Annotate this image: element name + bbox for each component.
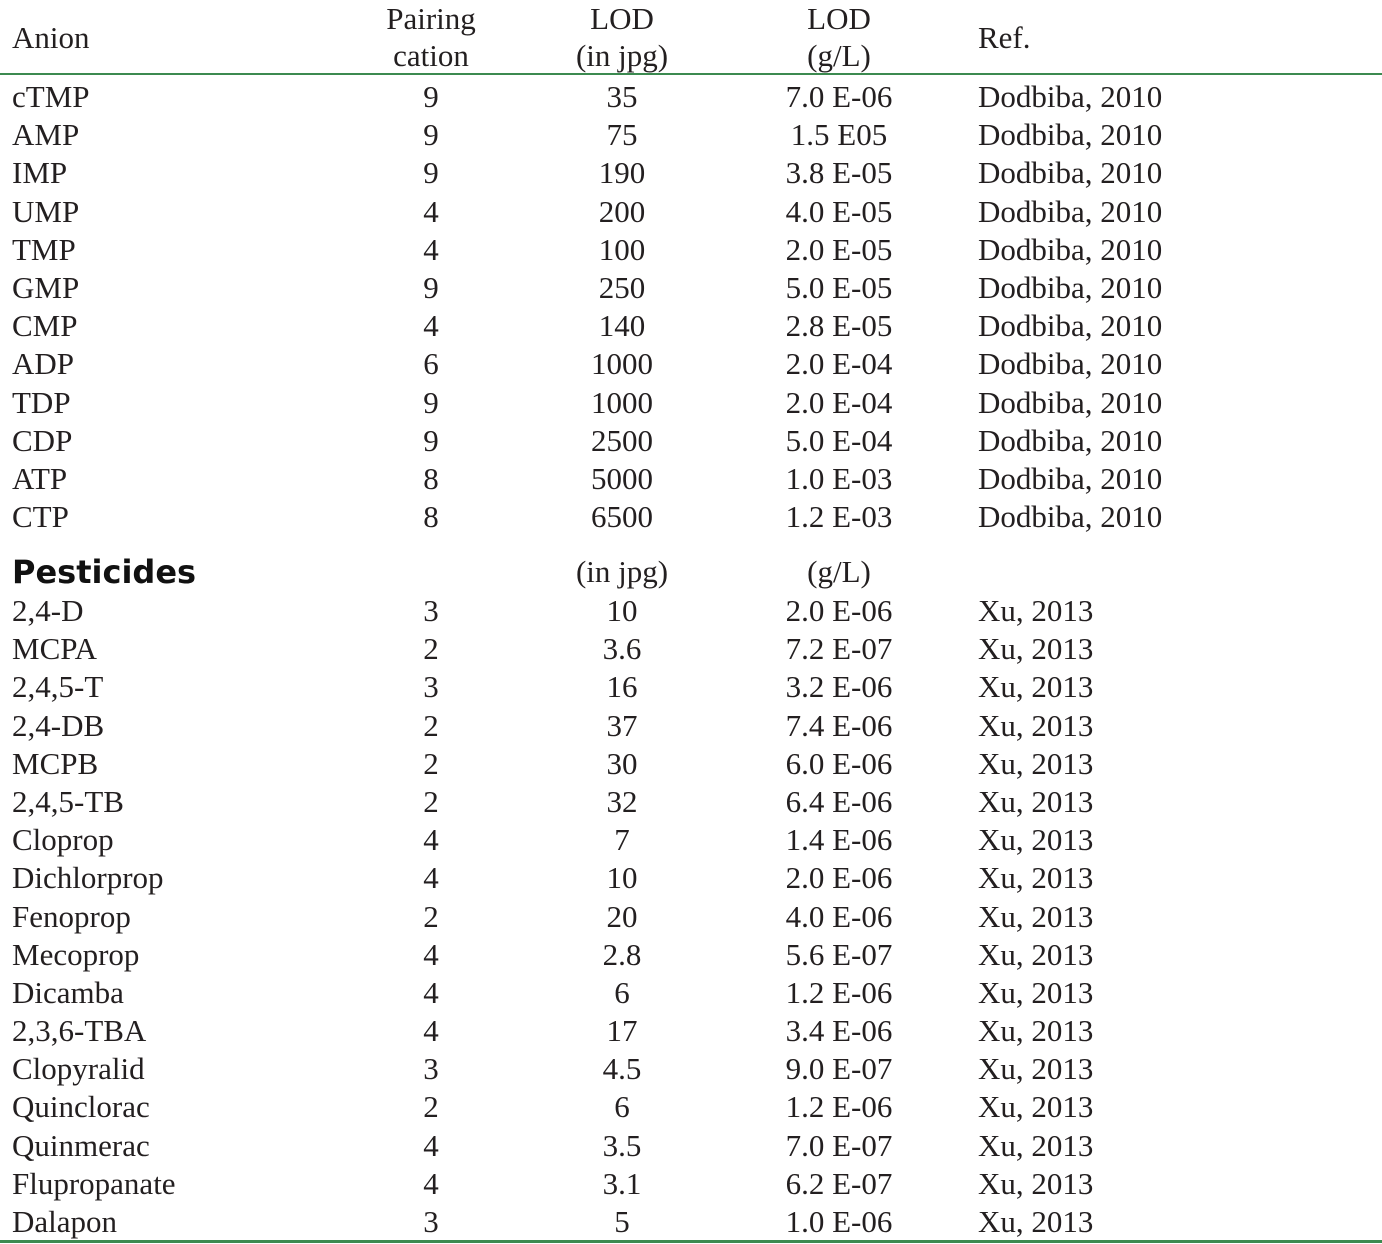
cell-lod-jpg: 4.5 <box>602 1051 642 1087</box>
cell-lod-jpg: 190 <box>598 155 646 191</box>
cell-ref: Xu, 2013 <box>978 593 1094 628</box>
header-pairing-cation <box>381 0 481 74</box>
cell-lod-jpg: 37 <box>606 707 638 743</box>
cell-ref: Xu, 2013 <box>978 707 1094 743</box>
section-unit-gl: (g/L) <box>807 554 871 589</box>
cell-lod-gl: 1.2 E-06 <box>785 1089 893 1125</box>
section-title: Pesticides <box>12 553 197 591</box>
cell-lod-gl: 3.8 E-05 <box>785 155 893 191</box>
cell-lod-gl: 6.0 E-06 <box>785 745 893 781</box>
cell-lod-gl: 2.0 E-04 <box>785 346 893 382</box>
cell-lod-jpg: 10 <box>606 593 638 628</box>
table-row <box>0 154 1382 192</box>
header-anion <box>12 0 90 74</box>
cell-pairing-cation: 2 <box>423 707 439 743</box>
cell-ref: Xu, 2013 <box>978 936 1094 972</box>
cell-ref: Xu, 2013 <box>978 860 1094 896</box>
cell-anion: Mecoprop <box>12 936 140 972</box>
cell-lod-jpg: 20 <box>606 898 638 934</box>
table-row <box>0 193 1382 231</box>
table-row <box>0 1127 1382 1165</box>
cell-pairing-cation: 9 <box>423 422 439 458</box>
cell-pairing-cation: 3 <box>423 593 439 628</box>
cell-lod-jpg: 250 <box>598 269 646 305</box>
table-row <box>0 592 1382 630</box>
cell-pairing-cation: 6 <box>423 346 439 382</box>
cell-lod-gl: 1.5 E05 <box>790 117 888 153</box>
cell-lod-jpg: 10 <box>606 860 638 896</box>
cell-anion: Clopyralid <box>12 1051 145 1087</box>
table-header <box>0 0 1382 74</box>
cell-anion: 2,4-DB <box>12 707 105 743</box>
cell-lod-gl: 4.0 E-05 <box>785 193 893 229</box>
cell-pairing-cation: 4 <box>423 936 439 972</box>
cell-lod-gl: 1.4 E-06 <box>785 822 893 858</box>
header-lod-jpg-line1: LOD <box>590 1 654 36</box>
header-lod-jpg-line2: (in jpg) <box>575 38 669 73</box>
cell-lod-gl: 1.0 E-03 <box>785 460 893 496</box>
cell-anion: Flupropanate <box>12 1165 176 1201</box>
cell-lod-jpg: 1000 <box>591 346 653 382</box>
cell-pairing-cation: 4 <box>423 1013 439 1049</box>
cell-anion: TMP <box>12 231 76 267</box>
cell-ref: Dodbiba, 2010 <box>978 308 1163 344</box>
footer-rule <box>0 1240 1382 1243</box>
cell-anion: ADP <box>12 346 75 382</box>
cell-lod-gl: 1.2 E-06 <box>785 974 893 1010</box>
table-row <box>0 384 1382 422</box>
cell-ref: Dodbiba, 2010 <box>978 460 1163 496</box>
cell-anion: CTP <box>12 499 69 535</box>
cell-lod-jpg: 5000 <box>591 460 653 496</box>
cell-anion: Dicamba <box>12 974 124 1010</box>
cell-lod-gl: 7.0 E-06 <box>785 79 893 114</box>
header-ref-label: Ref. <box>978 19 1031 55</box>
cell-lod-jpg: 3.6 <box>602 631 642 667</box>
cell-anion: ATP <box>12 460 68 496</box>
cell-lod-jpg: 17 <box>606 1013 638 1049</box>
cell-pairing-cation: 2 <box>423 631 439 667</box>
cell-ref: Xu, 2013 <box>978 1165 1094 1201</box>
cell-anion: Cloprop <box>12 822 114 858</box>
table-row <box>0 116 1382 154</box>
header-pairing-line1: Pairing <box>386 1 476 36</box>
cell-lod-gl: 6.4 E-06 <box>785 783 893 819</box>
cell-lod-jpg: 16 <box>606 669 638 705</box>
cell-lod-gl: 2.8 E-05 <box>785 308 893 344</box>
table-row <box>0 1203 1382 1241</box>
cell-pairing-cation: 9 <box>423 117 439 153</box>
table-row <box>0 78 1382 116</box>
cell-ref: Xu, 2013 <box>978 745 1094 781</box>
cell-pairing-cation: 9 <box>423 155 439 191</box>
cell-pairing-cation: 4 <box>423 860 439 896</box>
cell-lod-jpg: 2.8 <box>602 936 642 972</box>
cell-ref: Xu, 2013 <box>978 783 1094 819</box>
cell-anion: 2,4,5-T <box>12 669 104 705</box>
table-row <box>0 1050 1382 1088</box>
cell-pairing-cation: 4 <box>423 231 439 267</box>
cell-anion: MCPA <box>12 631 98 667</box>
cell-pairing-cation: 4 <box>423 308 439 344</box>
cell-lod-jpg: 6 <box>614 974 630 1010</box>
cell-lod-gl: 7.0 E-07 <box>785 1127 893 1163</box>
cell-ref: Xu, 2013 <box>978 1127 1094 1163</box>
cell-anion: Quinclorac <box>12 1089 150 1125</box>
cell-lod-jpg: 32 <box>606 783 638 819</box>
table-row <box>0 630 1382 668</box>
cell-ref: Dodbiba, 2010 <box>978 155 1163 191</box>
cell-pairing-cation: 3 <box>423 1051 439 1087</box>
cell-pairing-cation: 4 <box>423 193 439 229</box>
cell-lod-gl: 5.0 E-04 <box>785 422 893 458</box>
cell-lod-gl: 2.0 E-06 <box>785 860 893 896</box>
table-row <box>0 498 1382 536</box>
table-row <box>0 1012 1382 1050</box>
cell-ref: Xu, 2013 <box>978 1013 1094 1049</box>
header-anion-label: Anion <box>12 19 90 55</box>
table-row <box>0 974 1382 1012</box>
table-row <box>0 422 1382 460</box>
cell-ref: Dodbiba, 2010 <box>978 422 1163 458</box>
cell-lod-gl: 2.0 E-05 <box>785 231 893 267</box>
cell-lod-jpg: 30 <box>606 745 638 781</box>
cell-lod-jpg: 7 <box>614 822 630 858</box>
cell-anion: GMP <box>12 269 80 305</box>
cell-anion: CMP <box>12 308 78 344</box>
cell-lod-gl: 7.4 E-06 <box>785 707 893 743</box>
cell-anion: Quinmerac <box>12 1127 150 1163</box>
cell-ref: Dodbiba, 2010 <box>978 193 1163 229</box>
header-lod-gl <box>759 0 919 74</box>
table-row <box>0 231 1382 269</box>
table-row <box>0 745 1382 783</box>
cell-lod-jpg: 100 <box>598 231 646 267</box>
cell-lod-gl: 3.2 E-06 <box>785 669 893 705</box>
header-lod-jpg <box>562 0 682 74</box>
table-row <box>0 345 1382 383</box>
cell-anion: 2,4,5-TB <box>12 783 124 819</box>
cell-anion: cTMP <box>12 79 90 114</box>
cell-lod-gl: 4.0 E-06 <box>785 898 893 934</box>
cell-ref: Xu, 2013 <box>978 1051 1094 1087</box>
cell-pairing-cation: 8 <box>423 499 439 535</box>
cell-lod-jpg: 200 <box>598 193 646 229</box>
cell-ref: Dodbiba, 2010 <box>978 79 1163 114</box>
header-rule <box>0 73 1382 75</box>
header-lod-gl-line1: LOD <box>807 1 871 36</box>
cell-pairing-cation: 2 <box>423 1089 439 1125</box>
cell-lod-jpg: 140 <box>598 308 646 344</box>
cell-lod-jpg: 3.1 <box>602 1165 642 1201</box>
cell-anion: Dichlorprop <box>12 860 164 896</box>
cell-ref: Xu, 2013 <box>978 898 1094 934</box>
cell-ref: Xu, 2013 <box>978 631 1094 667</box>
cell-ref: Xu, 2013 <box>978 669 1094 705</box>
cell-lod-gl: 3.4 E-06 <box>785 1013 893 1049</box>
cell-lod-gl: 5.6 E-07 <box>785 936 893 972</box>
cell-ref: Xu, 2013 <box>978 1204 1094 1239</box>
cell-pairing-cation: 9 <box>423 384 439 420</box>
cell-pairing-cation: 2 <box>423 898 439 934</box>
cell-ref: Dodbiba, 2010 <box>978 117 1163 153</box>
table-row <box>0 821 1382 859</box>
cell-pairing-cation: 4 <box>423 1165 439 1201</box>
table-row <box>0 707 1382 745</box>
header-lod-gl-line2: (g/L) <box>807 38 871 73</box>
cell-anion: AMP <box>12 117 80 153</box>
table-row <box>0 783 1382 821</box>
cell-lod-jpg: 1000 <box>591 384 653 420</box>
cell-pairing-cation: 4 <box>423 974 439 1010</box>
cell-pairing-cation: 9 <box>423 269 439 305</box>
cell-anion: Fenoprop <box>12 898 131 934</box>
cell-lod-jpg: 3.5 <box>602 1127 642 1163</box>
cell-lod-jpg: 75 <box>606 117 638 153</box>
cell-anion: 2,4-D <box>12 593 84 628</box>
pesticide-rows <box>0 592 1382 1241</box>
cell-pairing-cation: 2 <box>423 783 439 819</box>
cell-lod-gl: 1.0 E-06 <box>785 1204 893 1239</box>
table-row <box>0 1165 1382 1203</box>
pesticides-section-header <box>0 552 1382 592</box>
cell-ref: Dodbiba, 2010 <box>978 346 1163 382</box>
cell-pairing-cation: 3 <box>423 669 439 705</box>
table-row <box>0 1088 1382 1126</box>
cell-pairing-cation: 4 <box>423 1127 439 1163</box>
header-ref <box>978 0 1031 74</box>
cell-lod-gl: 1.2 E-03 <box>785 499 893 535</box>
cell-anion: MCPB <box>12 745 99 781</box>
cell-ref: Xu, 2013 <box>978 1089 1094 1125</box>
cell-pairing-cation: 2 <box>423 745 439 781</box>
cell-lod-gl: 2.0 E-06 <box>785 593 893 628</box>
cell-ref: Xu, 2013 <box>978 822 1094 858</box>
cell-lod-jpg: 2500 <box>591 422 653 458</box>
cell-ref: Dodbiba, 2010 <box>978 384 1163 420</box>
cell-ref: Dodbiba, 2010 <box>978 499 1163 535</box>
header-pairing-line2: cation <box>393 38 469 73</box>
table-row <box>0 859 1382 897</box>
cell-anion: CDP <box>12 422 73 458</box>
cell-anion: TDP <box>12 384 71 420</box>
cell-lod-jpg: 6500 <box>591 499 653 535</box>
cell-anion: 2,3,6-TBA <box>12 1013 147 1049</box>
cell-lod-gl: 7.2 E-07 <box>785 631 893 667</box>
cell-pairing-cation: 4 <box>423 822 439 858</box>
cell-ref: Dodbiba, 2010 <box>978 269 1163 305</box>
table-row <box>0 460 1382 498</box>
table-row <box>0 668 1382 706</box>
cell-lod-gl: 2.0 E-04 <box>785 384 893 420</box>
table-row <box>0 307 1382 345</box>
cell-pairing-cation: 9 <box>423 79 439 114</box>
cell-lod-jpg: 6 <box>614 1089 630 1125</box>
cell-lod-jpg: 5 <box>614 1204 630 1239</box>
cell-anion: Dalapon <box>12 1204 118 1239</box>
cell-pairing-cation: 3 <box>423 1204 439 1239</box>
cell-anion: UMP <box>12 193 80 229</box>
table-row <box>0 936 1382 974</box>
nucleotide-rows <box>0 78 1382 536</box>
cell-lod-gl: 6.2 E-07 <box>785 1165 893 1201</box>
cell-lod-gl: 9.0 E-07 <box>785 1051 893 1087</box>
cell-ref: Dodbiba, 2010 <box>978 231 1163 267</box>
table-row <box>0 898 1382 936</box>
cell-pairing-cation: 8 <box>423 460 439 496</box>
cell-lod-gl: 5.0 E-05 <box>785 269 893 305</box>
cell-ref: Xu, 2013 <box>978 974 1094 1010</box>
cell-lod-jpg: 35 <box>606 79 638 114</box>
table-row <box>0 269 1382 307</box>
section-unit-jpg: (in jpg) <box>575 554 669 589</box>
cell-anion: IMP <box>12 155 68 191</box>
